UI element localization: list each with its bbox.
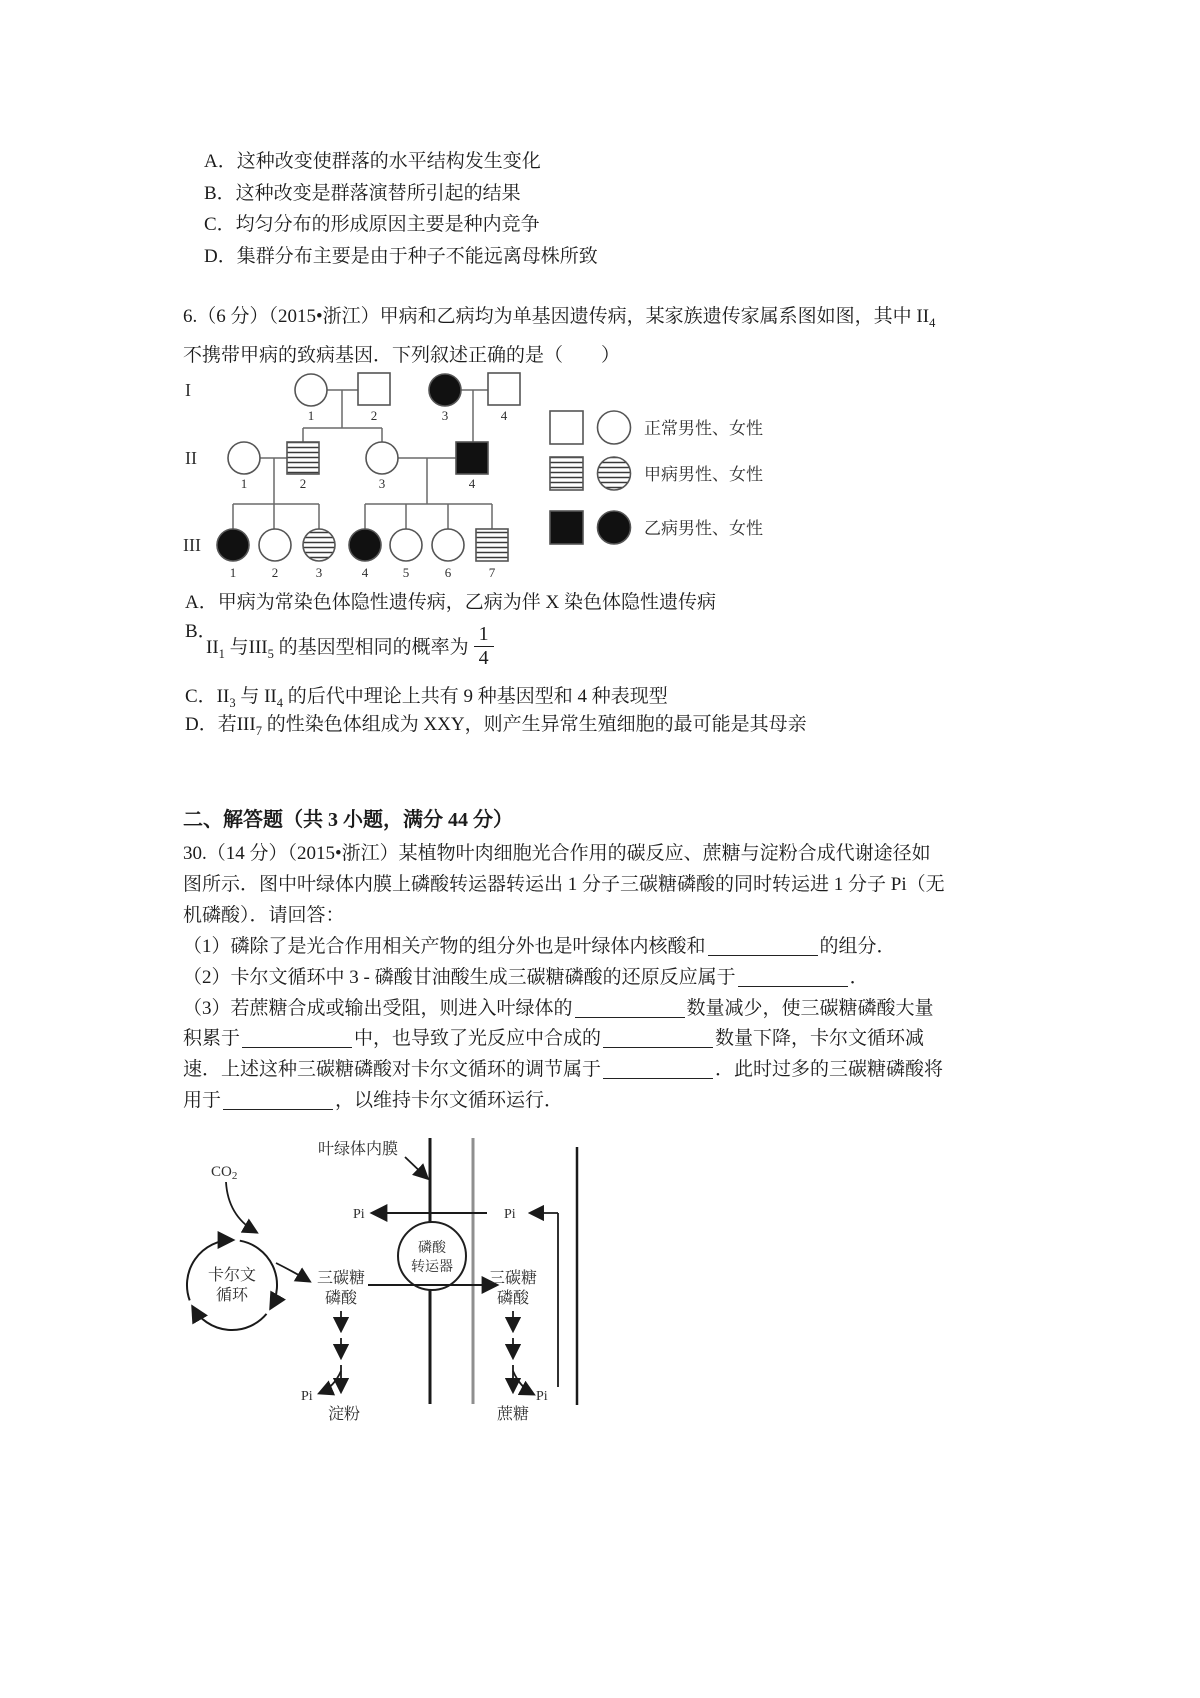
cycle-to-triose-arrow [276, 1263, 309, 1281]
pedigree-III-7-diseaseA-male [476, 529, 508, 561]
q5-option-c: C．均匀分布的形成原因主要是种内竞争 [204, 214, 540, 236]
answer-blank-1 [708, 936, 818, 956]
legend-diseaseB-male-symbol [550, 511, 583, 544]
starch-pi-branch-arrow [320, 1371, 341, 1393]
answer-blank-2 [738, 967, 848, 987]
pedigree-I-3-diseaseB-female [429, 374, 461, 406]
member-number: 3 [378, 476, 386, 491]
answer-blank-7 [223, 1090, 333, 1110]
pedigree-III-3-diseaseA-female [303, 529, 335, 561]
legend-diseaseA-female-symbol [598, 457, 631, 490]
triose-phosphate-cytosol-label-line2: 磷酸 [496, 1290, 530, 1307]
pedigree-II-3-normal-female [366, 442, 398, 474]
q6-option-a: A．甲病为常染色体隐性遗传病，乙病为伴 X 染色体隐性遗传病 [185, 592, 716, 613]
sucrose-label: 蔗糖 [496, 1406, 530, 1423]
pedigree-III-6-normal-female [432, 529, 464, 561]
member-number: 3 [441, 408, 449, 423]
q6-option-b [206, 624, 494, 669]
q5-options [204, 146, 598, 273]
calvin-cycle-label-line2: 循环 [215, 1287, 249, 1304]
pedigree-II-4-diseaseB-male [456, 442, 488, 474]
legend-diseaseB-female-symbol [598, 511, 631, 544]
pedigree-II-1-normal-female [228, 442, 260, 474]
starch-pathway-arrows [320, 1311, 341, 1393]
triose-phosphate-cytosol-label-line1: 三碳糖 [488, 1270, 538, 1287]
pi-label-cytosol: Pi [504, 1207, 516, 1222]
member-number: 3 [315, 565, 323, 580]
q30-sub3-line4: 用于 ，以维持卡尔文循环运行． [183, 1090, 564, 1112]
pi-label-starch-branch: Pi [301, 1389, 313, 1404]
answer-blank-3 [575, 998, 685, 1018]
legend-label-normal: 正常男性、女性 [644, 419, 763, 438]
membrane-label-pointer-arrow [405, 1157, 427, 1178]
member-number: 1 [229, 565, 237, 580]
member-number: 7 [488, 565, 496, 580]
q5-option-a: A．这种改变使群落的水平结构发生变化 [204, 151, 541, 172]
co2-input-arrow [226, 1182, 256, 1232]
section-2-header: 二、解答题（共 3 小题，满分 44 分） [183, 809, 513, 831]
q6-stem-line2: 不携带甲病的致病基因．下列叙述正确的是（ ） [183, 344, 621, 366]
q30-sub3-line3: 速．上述这种三碳糖磷酸对卡尔文循环的调节属于 ．此时过多的三碳糖磷酸将 [183, 1059, 944, 1081]
member-number: 1 [240, 476, 248, 491]
fraction-numerator: 1 [474, 624, 494, 647]
q30-sub3-line2: 积累于 中，也导致了光反应中合成的 数量下降，卡尔文循环减 [183, 1028, 925, 1050]
pedigree-connectors [233, 390, 492, 529]
pi-label-stroma: Pi [353, 1207, 365, 1222]
starch-label: 淀粉 [327, 1406, 361, 1423]
legend-diseaseA-male-symbol [550, 457, 583, 490]
generation-label-1: I [185, 380, 191, 400]
legend-label-diseaseA: 甲病男性、女性 [644, 465, 763, 484]
generation-label-2: II [185, 448, 197, 468]
pedigree-III-5-normal-female [390, 529, 422, 561]
member-number: 5 [402, 565, 410, 580]
pedigree-III-2-normal-female [259, 529, 291, 561]
q5-option-b: B．这种改变是群落演替所引起的结果 [204, 182, 521, 204]
pedigree-legend [550, 411, 631, 544]
member-number: 1 [307, 408, 315, 423]
pedigree-I-4-normal-male [488, 373, 520, 405]
fraction-denominator: 4 [478, 647, 489, 669]
legend-label-diseaseB: 乙病男性、女性 [644, 519, 763, 538]
metabolic-pathway-diagram [170, 1130, 600, 1430]
transporter-label-line2: 转运器 [411, 1260, 453, 1275]
q6-option-b-text: $II_1$ 与$III_5$ 的基因型相同的概率为 [206, 636, 469, 661]
q6-option-c: C．$II_3$ 与 $II_4$ 的后代中理论上共有 9 种基因型和 4 种表现型 [185, 686, 668, 710]
q30-line2: 图所示．图中叶绿体内膜上磷酸转运器转运出 1 分子三碳糖磷酸的同时转运进 1 分子 Pi（无 [183, 873, 945, 895]
q6-stem-line1: 6.（6 分）（2015•浙江）甲病和乙病均为单基因遗传病，某家族遗传家属系图如图，其中 $II_4$ [183, 306, 936, 330]
q30-block [183, 839, 945, 1117]
q30-line3: 机磷酸）．请回答： [183, 904, 345, 926]
sucrose-pi-branch-arrow [513, 1371, 533, 1394]
q5-option-d: D．集群分布主要是由于种子不能远离母株所致 [204, 246, 598, 268]
member-number: 4 [468, 476, 476, 491]
q30-sub3-line1: （3）若蔗糖合成或输出受阻，则进入叶绿体的 数量减少，使三碳糖磷酸大量 [183, 997, 934, 1019]
member-number: 4 [500, 408, 508, 423]
pedigree-chart [165, 360, 815, 595]
pedigree-III-4-diseaseB-female [349, 529, 381, 561]
answer-blank-6 [603, 1059, 713, 1079]
q30-sub1: （1）磷除了是光合作用相关产物的组分外也是叶绿体内核酸和 的组分． [183, 935, 896, 957]
q30-line1: 30.（14 分）（2015•浙江）某植物叶肉细胞光合作用的碳反应、蔗糖与淀粉合成代谢途径如 [183, 843, 931, 864]
q6-option-b-letter: B． [185, 621, 217, 642]
membrane-label: 叶绿体内膜 [318, 1141, 399, 1158]
member-number: 4 [361, 565, 369, 580]
pi-label-sucrose-branch: Pi [536, 1389, 548, 1404]
phosphate-transporter-circle [398, 1222, 466, 1290]
pedigree-II-2-diseaseA-male [287, 442, 319, 474]
pedigree-I-1-normal-female [295, 374, 327, 406]
fraction-one-quarter [474, 624, 494, 669]
sucrose-pathway-arrows [513, 1311, 533, 1394]
pedigree-generation-iii [217, 529, 508, 561]
answer-blank-5 [603, 1028, 713, 1048]
q6-option-d: D．若$III_7$ 的性染色体组成为 XXY，则产生异常生殖细胞的最可能是其母亲 [185, 714, 807, 738]
q6-stem-sub: 4 [929, 315, 936, 330]
co2-label: $CO_2$ [211, 1164, 238, 1182]
legend-normal-male-symbol [550, 411, 583, 444]
calvin-cycle-arrows [187, 1240, 277, 1330]
member-number: 2 [271, 565, 279, 580]
member-number: 2 [299, 476, 307, 491]
pedigree-III-1-diseaseB-female [217, 529, 249, 561]
generation-label-3: III [183, 535, 201, 555]
legend-normal-female-symbol [598, 411, 631, 444]
pedigree-I-2-normal-male [358, 373, 390, 405]
calvin-cycle-label-line1: 卡尔文 [207, 1267, 257, 1284]
triose-phosphate-stroma-label-line1: 三碳糖 [316, 1270, 366, 1287]
member-number: 6 [444, 565, 452, 580]
member-number: 2 [370, 408, 378, 423]
q30-sub2: （2）卡尔文循环中 3 - 磷酸甘油酸生成三碳糖磷酸的还原反应属于 ． [183, 966, 869, 988]
answer-blank-4 [242, 1028, 352, 1048]
transporter-label-line1: 磷酸 [418, 1241, 446, 1256]
triose-phosphate-stroma-label-line2: 磷酸 [324, 1290, 358, 1307]
